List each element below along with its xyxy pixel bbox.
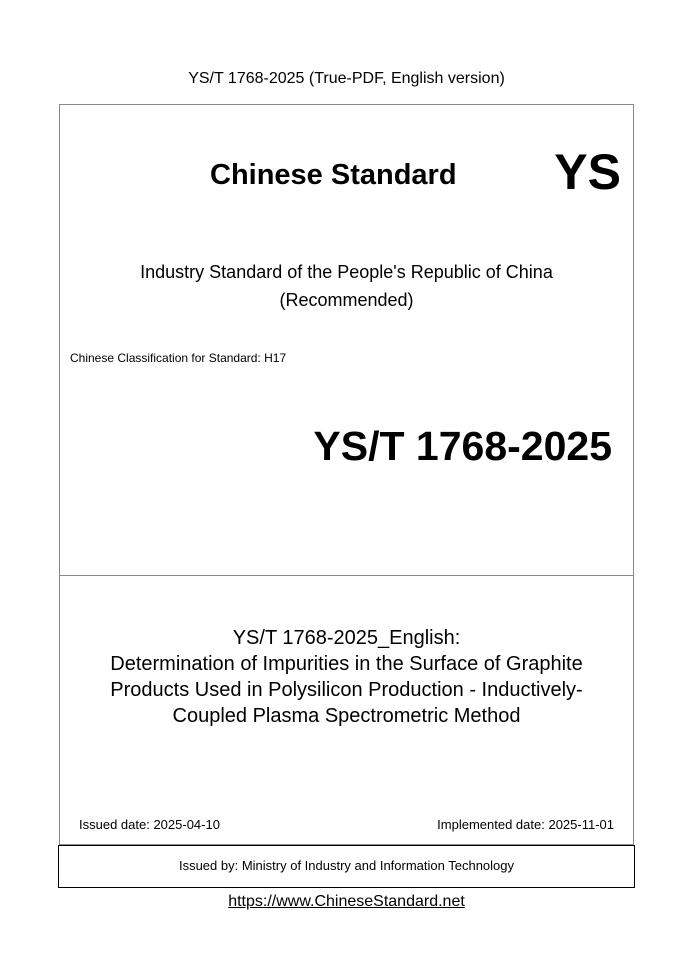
cover-frame [59,104,634,845]
classification-text: Chinese Classification for Standard: H17 [70,351,287,365]
issued-date: Issued date: 2025-04-10 [79,817,220,832]
document-title [60,625,633,729]
recommended-line: (Recommended) [279,290,414,310]
standard-code-logo: YS [554,144,621,200]
website-link[interactable]: https://www.ChineseStandard.net [228,893,465,910]
industry-line: Industry Standard of the People's Republic of China [140,262,553,282]
issuer-box: Issued by: Ministry of Industry and Information Technology [58,845,635,888]
industry-standard-text [60,258,633,314]
section-divider [60,575,633,576]
title-line: Coupled Plasma Spectrometric Method [172,705,521,727]
chinese-standard-heading: Chinese Standard [210,159,457,191]
document-number: YS/T 1768-2025 [313,423,612,469]
title-line: Determination of Impurities in the Surface of Graphite [110,653,583,675]
page-header-title: YS/T 1768-2025 (True-PDF, English version) [188,70,505,87]
title-line: Products Used in Polysilicon Production - Inductively- [110,679,583,701]
title-line: YS/T 1768-2025_English: [232,627,461,649]
implemented-date: Implemented date: 2025-11-01 [437,817,614,832]
